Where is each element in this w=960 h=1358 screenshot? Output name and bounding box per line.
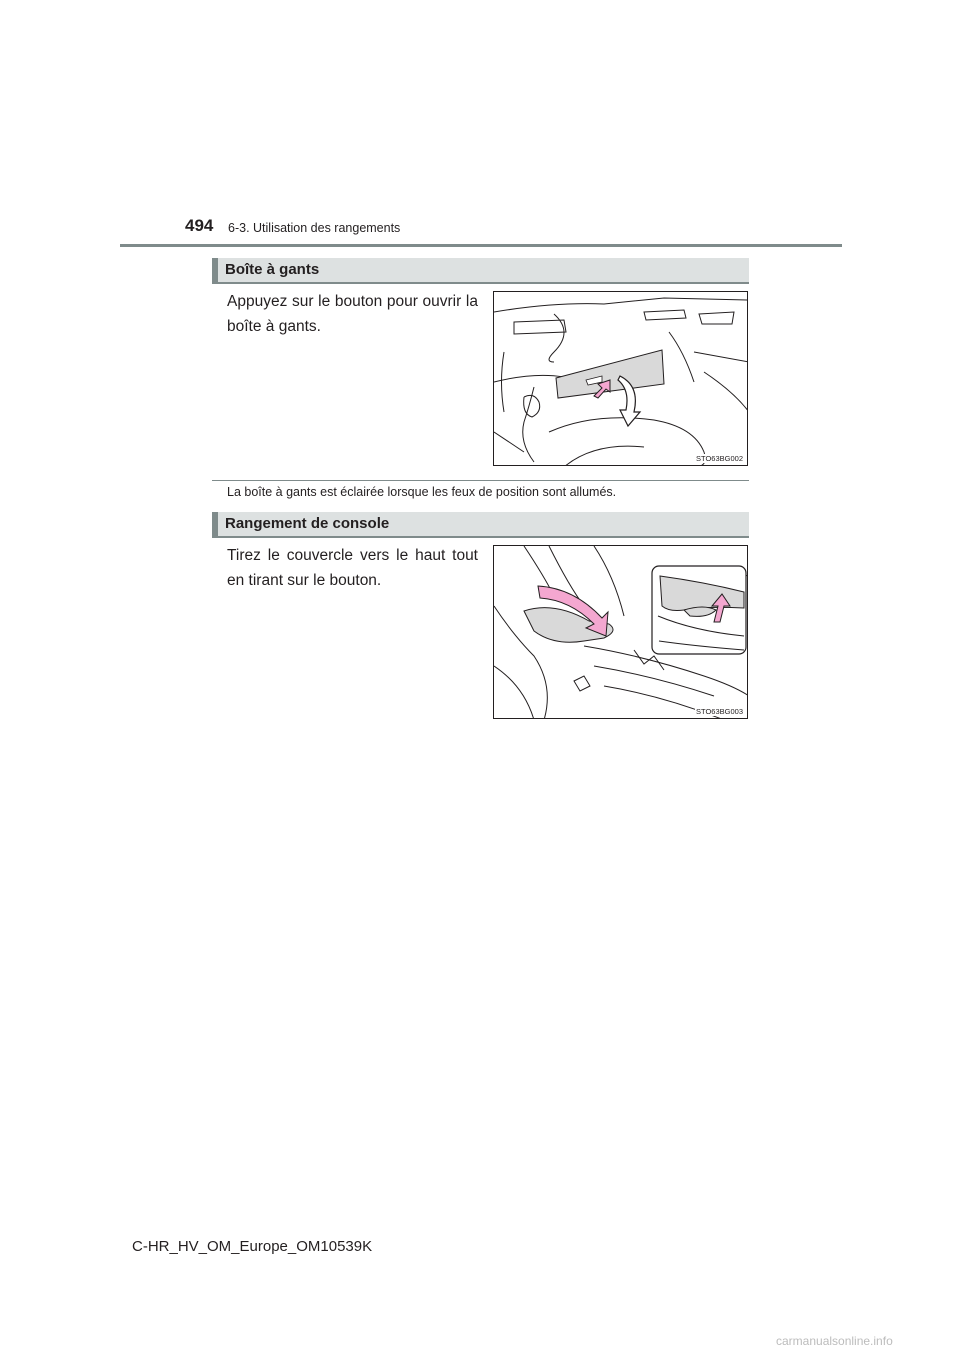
console-illustration (494, 546, 748, 719)
page-number: 494 (185, 216, 214, 235)
section-bar-console (212, 512, 749, 538)
glove-box-illustration (494, 292, 748, 466)
glove-box-note: La boîte à gants est éclairée lorsque les feux de position sont allumés. (227, 485, 617, 499)
console-figure (493, 545, 748, 719)
glove-box-figure-code: STO63BG002 (696, 454, 743, 463)
section-bar-glove-box (212, 258, 749, 284)
footer-document-code: C-HR_HV_OM_Europe_OM10539K (132, 1238, 373, 1255)
note-rule (212, 480, 749, 481)
section-reference: 6-3. Utilisation des rangements (228, 221, 401, 235)
header-rule (120, 244, 842, 247)
section-title-glove-box: Boîte à gants (225, 261, 320, 278)
console-figure-code: STO63BG003 (696, 707, 743, 716)
glove-box-figure (493, 291, 748, 466)
watermark: carmanualsonline.info (776, 1334, 893, 1348)
console-instruction: Tirez le couvercle vers le haut tout en tirant sur le bouton. (227, 547, 478, 589)
section-title-console: Rangement de console (225, 515, 390, 532)
glove-box-instruction: Appuyez sur le bouton pour ouvrir la boîte à gants. (227, 293, 478, 335)
